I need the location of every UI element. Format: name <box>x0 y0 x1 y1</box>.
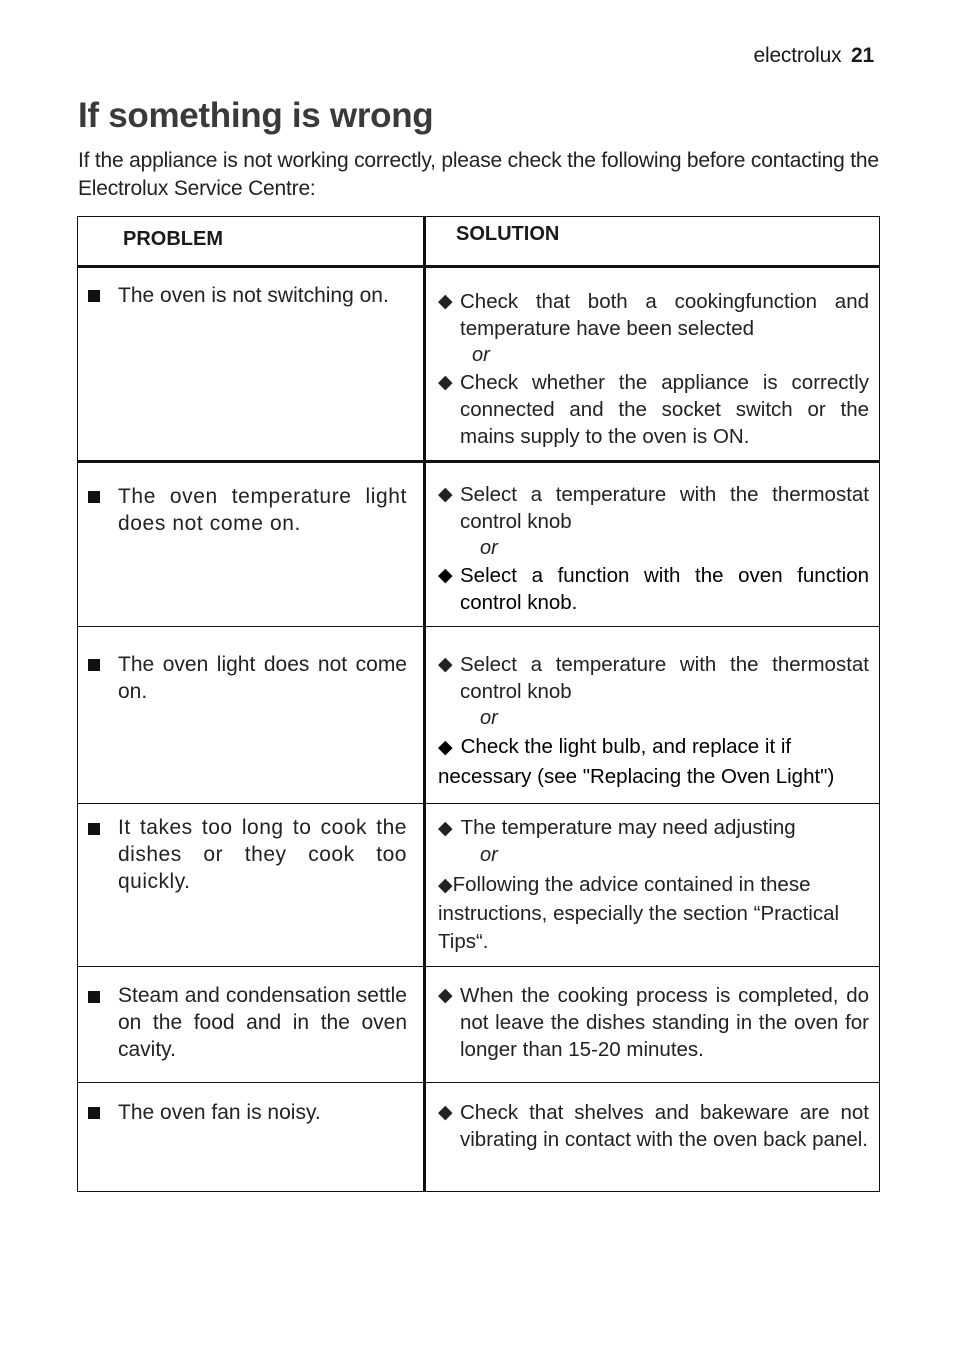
bullet-square-icon <box>88 1107 100 1119</box>
table-row <box>78 804 880 967</box>
solution-cell <box>425 627 880 804</box>
problem-text: The oven temperature light does not come on. <box>118 485 407 535</box>
solution-text: The temperature may need adjusting <box>460 816 796 839</box>
or-separator: or <box>472 344 490 366</box>
solution-text: Select a temperature with the thermostat control knob <box>460 483 869 533</box>
problem-cell <box>78 267 425 462</box>
bullet-square-icon <box>88 491 100 503</box>
table-row <box>78 267 880 462</box>
bullet-square-icon <box>88 991 100 1003</box>
table-row <box>78 462 880 627</box>
problem-cell <box>78 462 425 627</box>
table-row <box>78 1083 880 1192</box>
column-header-solution: SOLUTION <box>425 217 880 267</box>
solution-text: Select a function with the oven function control knob. <box>460 564 869 614</box>
table-header-row <box>78 217 880 267</box>
problem-cell <box>78 967 425 1083</box>
diamond-bullet-icon: ◆ <box>438 484 453 505</box>
diamond-bullet-icon: ◆ <box>438 565 453 586</box>
problem-text: The oven light does not come on. <box>118 653 407 703</box>
diamond-bullet-icon: ◆ <box>438 1102 453 1123</box>
solution-cell <box>425 967 880 1083</box>
solution-text: Select a temperature with the thermostat control knob <box>460 653 869 703</box>
solution-text: Check that both a cookingfunction and temperature have been selected <box>460 290 869 340</box>
problem-cell <box>78 1083 425 1192</box>
intro-paragraph: If the appliance is not working correctly, please check the following before contacting the Electrolux Service Centre: <box>78 149 879 200</box>
solution-cell <box>425 267 880 462</box>
or-separator: or <box>480 844 498 866</box>
or-separator: or <box>480 707 498 729</box>
solution-text: Check that shelves and bakeware are not vibrating in contact with the oven back panel. <box>460 1101 869 1151</box>
diamond-bullet-icon: ◆ <box>438 818 453 839</box>
page-number: 21 <box>851 44 874 67</box>
problem-text: It takes too long to cook the dishes or they cook too quickly. <box>118 816 407 893</box>
solution-cell <box>425 804 880 967</box>
bullet-square-icon <box>88 823 100 835</box>
diamond-bullet-icon: ◆ <box>438 291 453 312</box>
problem-text: The oven is not switching on. <box>118 284 389 307</box>
solution-text: Following the advice contained in these instructions, especially the section “Practical Tips“. <box>438 873 840 953</box>
brand-name: electrolux <box>753 44 842 67</box>
diamond-bullet-icon: ◆ <box>438 654 453 675</box>
solution-cell <box>425 462 880 627</box>
problem-text: Steam and condensation settle on the food and in the oven cavity. <box>118 984 407 1061</box>
page-header <box>754 44 875 68</box>
problem-cell <box>78 804 425 967</box>
problem-cell <box>78 627 425 804</box>
table-row <box>78 627 880 804</box>
problem-text: The oven fan is noisy. <box>118 1101 321 1124</box>
solution-text: Check whether the appliance is correctly connected and the socket switch or the mains supply to the oven is ON. <box>460 371 869 448</box>
solution-text: When the cooking process is completed, do not leave the dishes standing in the oven for longer than 15-20 minutes. <box>460 984 869 1061</box>
solution-cell <box>425 1083 880 1192</box>
page-title: If something is wrong <box>78 96 434 135</box>
diamond-bullet-icon: ◆ <box>438 737 453 758</box>
bullet-square-icon <box>88 290 100 302</box>
diamond-bullet-icon: ◆ <box>438 372 453 393</box>
diamond-bullet-icon: ◆ <box>438 875 453 896</box>
diamond-bullet-icon: ◆ <box>438 985 453 1006</box>
solution-text: Check the light bulb, and replace it if necessary (see "Replacing the Oven Light") <box>438 735 835 788</box>
troubleshooting-table <box>77 216 880 1192</box>
or-separator: or <box>480 537 498 559</box>
table-row <box>78 967 880 1083</box>
bullet-square-icon <box>88 659 100 671</box>
column-header-problem: PROBLEM <box>78 217 425 267</box>
